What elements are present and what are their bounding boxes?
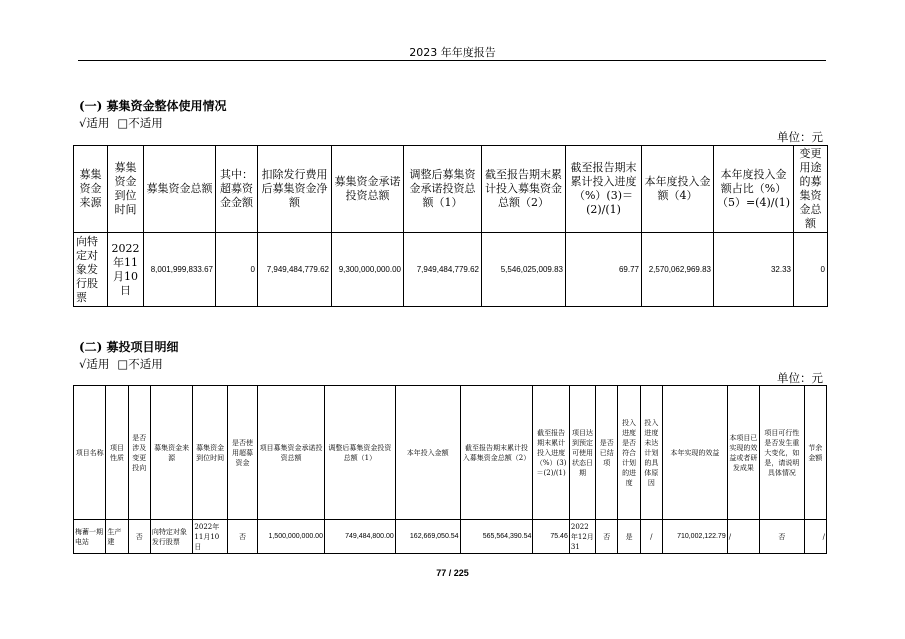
table-cell: 2022年11月10日 <box>108 233 144 307</box>
applicable-option: √适用 <box>79 357 110 371</box>
not-applicable-option: □不适用 <box>117 357 163 371</box>
header-cell: 募集资金到位时间 <box>108 146 144 233</box>
header-cell: 本年度投入金额（4） <box>642 146 714 233</box>
table-cell: 2022年11月10日 <box>193 520 227 554</box>
header-cell: 项目性质 <box>106 386 128 520</box>
table-header-row <box>74 386 827 520</box>
table-cell: 710,002,122.79 <box>662 520 727 554</box>
header-cell: 募集资金总额 <box>144 146 216 233</box>
page-number: 77 / 225 <box>436 568 469 578</box>
header-cell: 是否使用超募资金 <box>227 386 257 520</box>
applicable-option: √适用 <box>79 116 110 130</box>
table-cell: 69.77 <box>566 233 642 307</box>
header-cell: 投入进度未达计划的具体原因 <box>640 386 662 520</box>
header-cell: 截至报告期末累计投入募集资金总额（2） <box>482 146 566 233</box>
header-cell: 其中：超募资金金额 <box>216 146 258 233</box>
header-cell: 募集资金到位时间 <box>193 386 227 520</box>
section2-title: (二) 募投项目明细 <box>79 340 179 354</box>
table-cell: / <box>640 520 662 554</box>
section2-applicability <box>79 356 171 372</box>
header-cell: 本年实现的效益 <box>662 386 727 520</box>
table-cell: 0 <box>216 233 258 307</box>
table-cell: 0 <box>794 233 828 307</box>
table-cell: 565,564,390.54 <box>460 520 533 554</box>
table-cell: / <box>804 520 826 554</box>
header-cell: 是否已结项 <box>596 386 618 520</box>
header-cell: 募集资金承诺投资总额 <box>332 146 404 233</box>
fund-usage-table <box>73 145 828 307</box>
header-cell: 截至报告期末累计投入募集资金总额（2） <box>460 386 533 520</box>
section1-unit: 单位：元 <box>777 130 823 144</box>
table-cell: 75.46 <box>533 520 569 554</box>
table-cell: 162,669,050.54 <box>395 520 460 554</box>
header-cell: 本项目已实现的效益或者研发成果 <box>727 386 759 520</box>
section2-unit: 单位：元 <box>777 371 823 385</box>
table-row <box>74 233 828 307</box>
table-cell: 7,949,484,779.62 <box>258 233 332 307</box>
header-cell: 项目可行性是否发生重大变化，如是，请说明具体情况 <box>760 386 805 520</box>
table-cell: 否 <box>760 520 805 554</box>
project-detail-table <box>73 385 827 554</box>
header-cell: 募集资金来源 <box>74 146 108 233</box>
table-cell: 向特定对象发行股票 <box>150 520 193 554</box>
table-cell: 5,546,025,009.83 <box>482 233 566 307</box>
table-row <box>74 520 827 554</box>
header-cell: 项目达到预定可使用状态日期 <box>569 386 595 520</box>
header-cell: 投入进度是否符合计划的进度 <box>618 386 640 520</box>
section1-title: (一) 募集资金整体使用情况 <box>79 99 227 113</box>
table-cell: 1,500,000,000.00 <box>258 520 325 554</box>
table-cell: 梅蓄一期电站 <box>74 520 106 554</box>
header-cell: 本年度投入金额占比（%）（5）=(4)/(1) <box>714 146 794 233</box>
table-cell: 生产建 <box>106 520 128 554</box>
table-cell: / <box>727 520 759 554</box>
header-cell: 是否涉及变更投向 <box>128 386 150 520</box>
header-cell: 扣除发行费用后募集资金净额 <box>258 146 332 233</box>
not-applicable-option: □不适用 <box>117 116 163 130</box>
header-cell: 调整后募集资金投资总额（1） <box>324 386 395 520</box>
header-cell: 调整后募集资金承诺投资总额（1） <box>404 146 482 233</box>
header-cell: 截至报告期末累计投入进度（%）(3)＝(2)/(1) <box>533 386 569 520</box>
section1-applicability <box>79 115 171 131</box>
header-divider <box>78 60 826 61</box>
header-cell: 项目募集资金承诺投资总额 <box>258 386 325 520</box>
table-cell: 8,001,999,833.67 <box>144 233 216 307</box>
header-cell: 节余金额 <box>804 386 826 520</box>
table-cell: 是 <box>618 520 640 554</box>
table-cell: 749,484,800.00 <box>324 520 395 554</box>
table-cell: 7,949,484,779.62 <box>404 233 482 307</box>
header-cell: 截至报告期末累计投入进度（%）(3)＝(2)/(1) <box>566 146 642 233</box>
table-cell: 2022年12月31 <box>569 520 595 554</box>
table-cell: 9,300,000,000.00 <box>332 233 404 307</box>
table-cell: 向特定对象发行股票 <box>74 233 108 307</box>
header-cell: 变更用途的募集资金总额 <box>794 146 828 233</box>
table-cell: 32.33 <box>714 233 794 307</box>
header-cell: 募集资金来源 <box>150 386 193 520</box>
table-cell: 否 <box>596 520 618 554</box>
report-header-title: 2023 年年度报告 <box>409 46 496 59</box>
table-header-row <box>74 146 828 233</box>
table-cell: 否 <box>227 520 257 554</box>
header-cell: 项目名称 <box>74 386 106 520</box>
header-cell: 本年投入金额 <box>395 386 460 520</box>
table-cell: 2,570,062,969.83 <box>642 233 714 307</box>
table-cell: 否 <box>128 520 150 554</box>
